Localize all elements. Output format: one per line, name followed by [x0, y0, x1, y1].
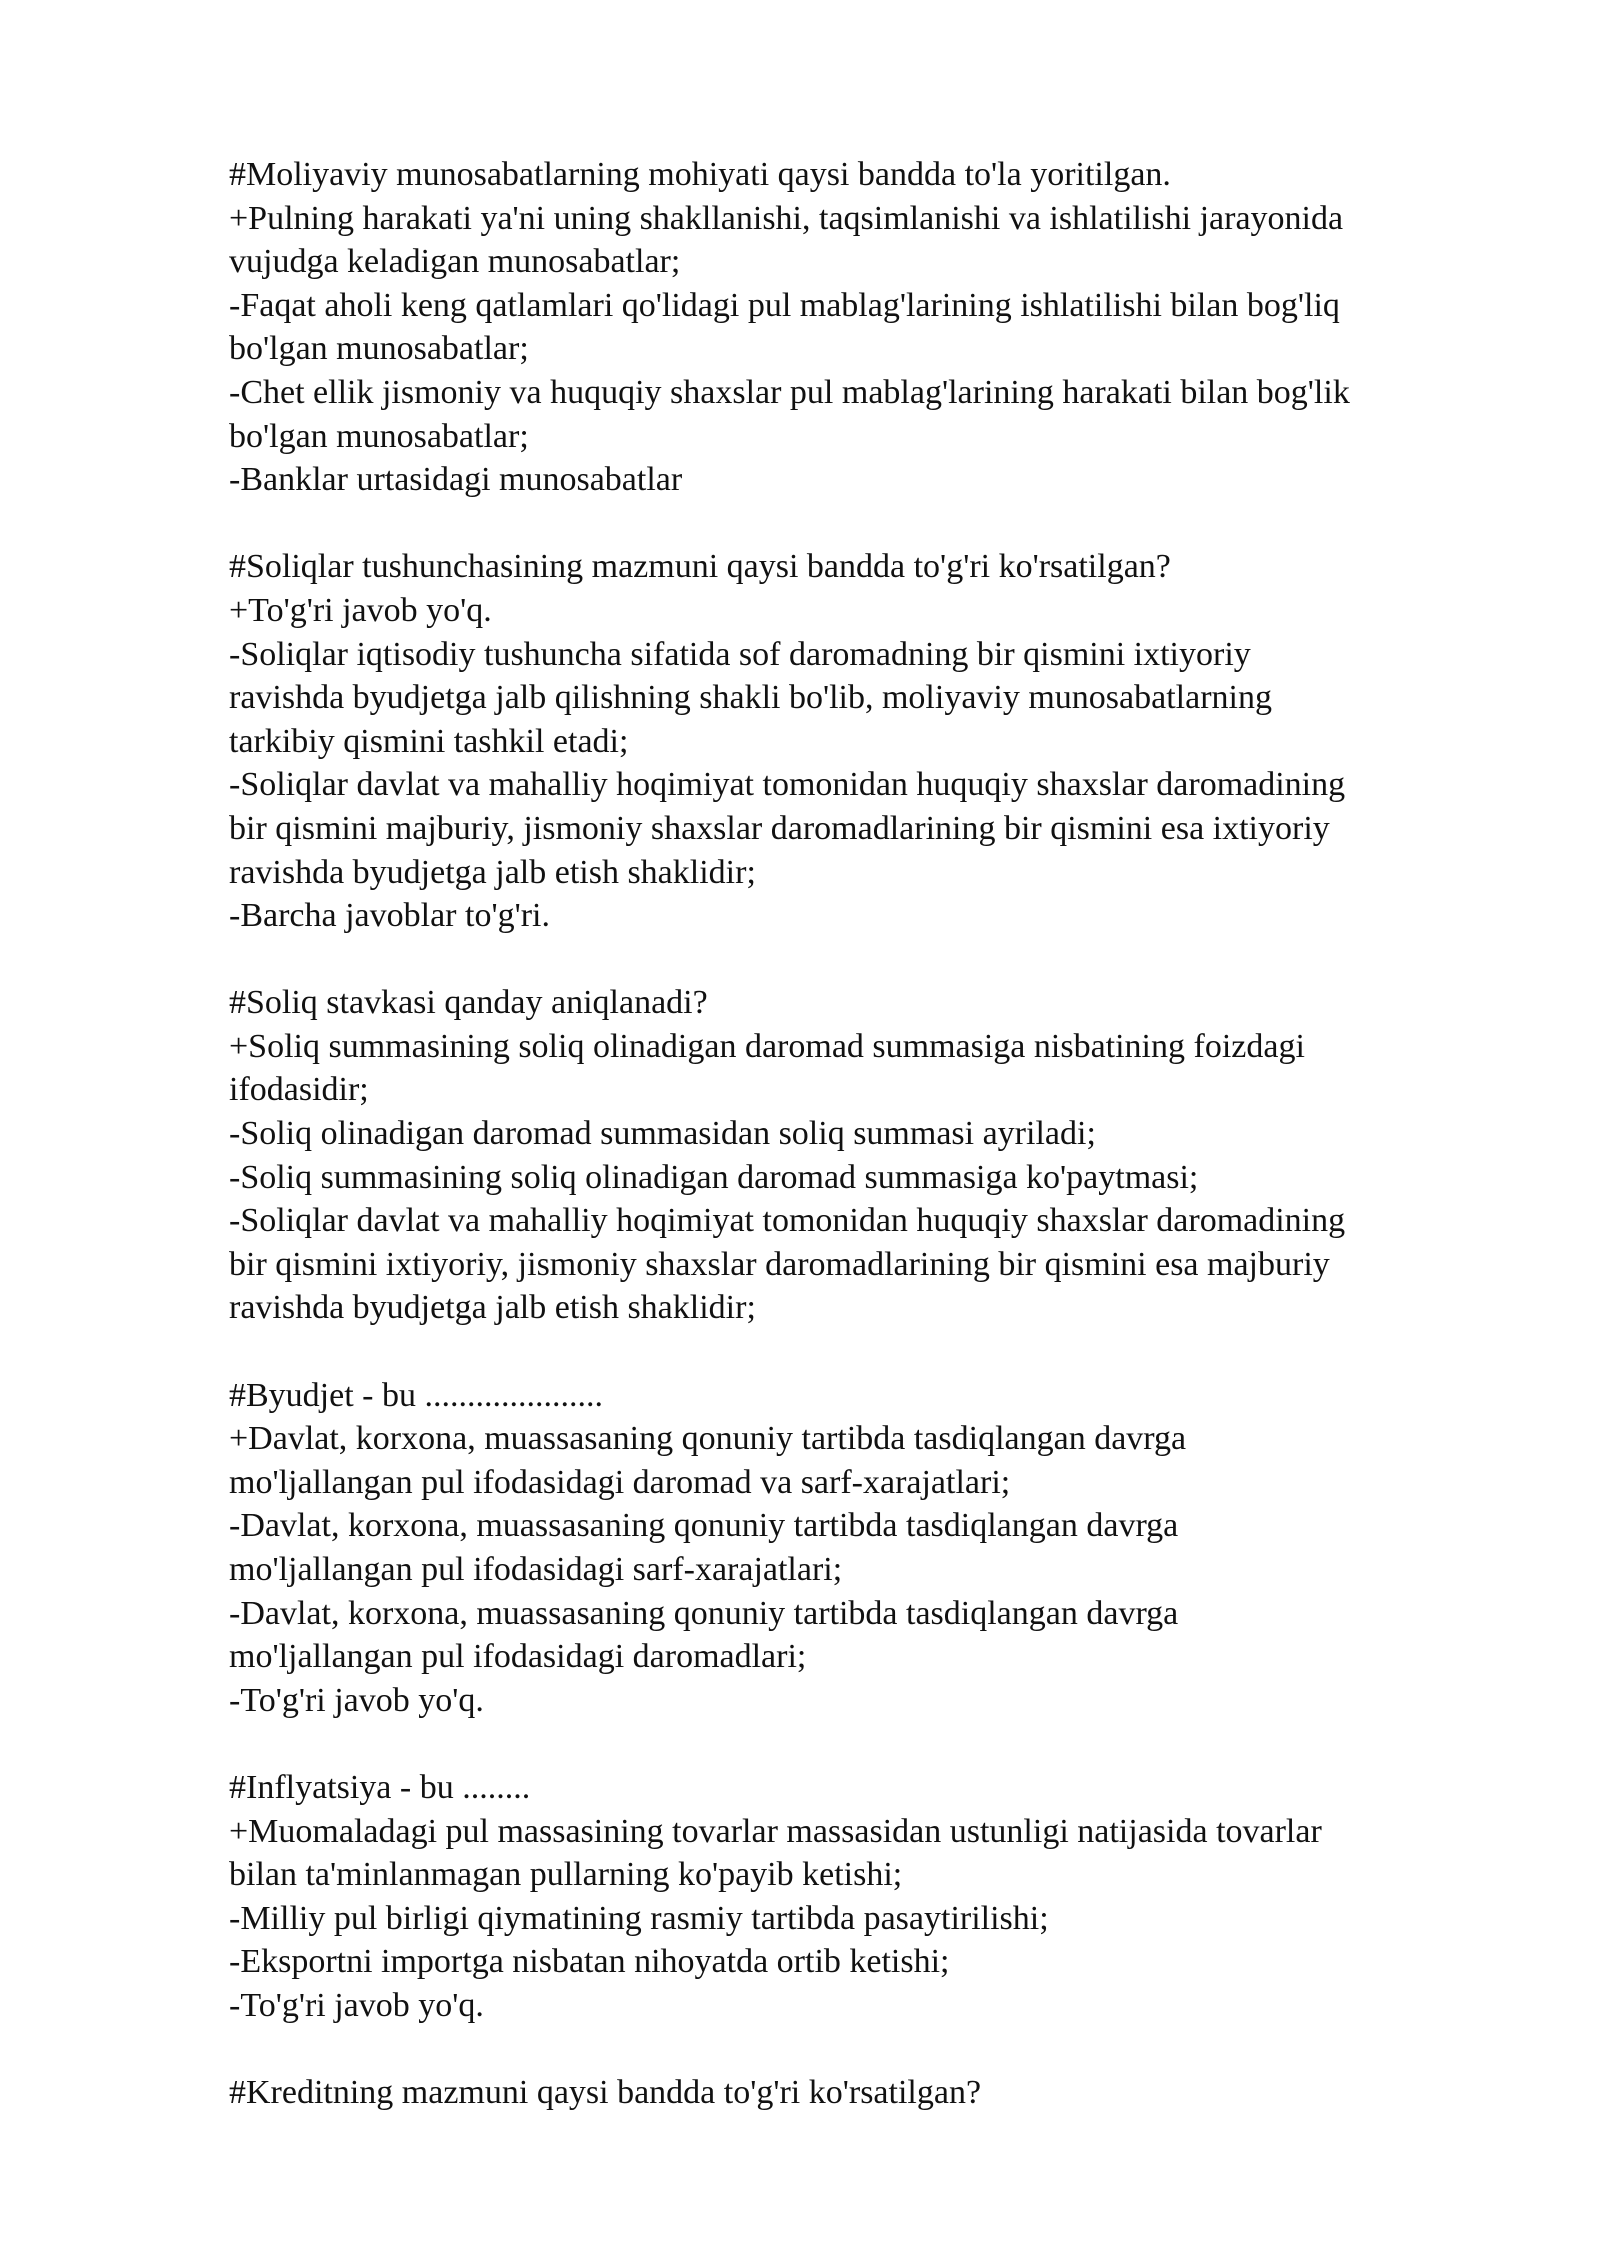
- paragraph-gap: [229, 502, 1529, 546]
- question-text: #Kreditning mazmuni qaysi bandda to'g'ri ko'rsatilgan?: [229, 2074, 982, 2112]
- answer-line: +Soliq summasining soliq olinadigan daromad summasiga nisbatining foizdagi: [229, 1027, 1305, 1065]
- answer-line: ravishda byudjetga jalb etish shaklidir;: [229, 853, 756, 891]
- answer-line: -To'g'ri javob yo'q.: [229, 1681, 484, 1719]
- paragraph-gap: [229, 938, 1529, 982]
- answer-line: +Davlat, korxona, muassasaning qonuniy tartibda tasdiqlangan davrga: [229, 1420, 1187, 1458]
- answer-line: tarkibiy qismini tashkil etadi;: [229, 722, 629, 760]
- answer-line: +Muomaladagi pul massasining tovarlar massasidan ustunligi natijasida tovarlar: [229, 1812, 1322, 1850]
- answer-line: ifodasidir;: [229, 1071, 369, 1109]
- answer-line: +To'g'ri javob yo'q.: [229, 591, 492, 629]
- answer-line: bir qismini majburiy, jismoniy shaxslar daromadlarining bir qismini esa ixtiyoriy: [229, 809, 1330, 847]
- answer-line: -Banklar urtasidagi munosabatlar: [229, 461, 683, 499]
- paragraph-gap: [229, 1722, 1529, 1766]
- answer-line: ravishda byudjetga jalb qilishning shakli bo'lib, moliyaviy munosabatlarning: [229, 679, 1272, 717]
- question-text: #Moliyaviy munosabatlarning mohiyati qaysi bandda to'la yoritilgan.: [229, 156, 1171, 193]
- answer-line: bilan ta'minlanmagan pullarning ko'payib ketishi;: [229, 1856, 903, 1894]
- answer-line: -To'g'ri javob yo'q.: [229, 1986, 484, 2024]
- answer-line: -Barcha javoblar to'g'ri.: [229, 897, 550, 935]
- answer-line: bo'lgan munosabatlar;: [229, 417, 529, 455]
- answer-line: -Eksportni importga nisbatan nihoyatda ortib ketishi;: [229, 1943, 950, 1981]
- answer-line: -Milliy pul birligi qiymatining rasmiy tartibda pasaytirilishi;: [229, 1899, 1049, 1937]
- answer-line: -Davlat, korxona, muassasaning qonuniy tartibda tasdiqlangan davrga: [229, 1507, 1179, 1545]
- question-block: [229, 1374, 1529, 1723]
- paragraph-gap: [229, 2028, 1529, 2072]
- question-text: #Inflyatsiya - bu ........: [229, 1768, 531, 1806]
- answer-line: vujudga keladigan munosabatlar;: [229, 243, 681, 281]
- answer-line: mo'ljallangan pul ifodasidagi daromad va sarf-xarajatlari;: [229, 1463, 1011, 1501]
- answer-line: -Soliq summasining soliq olinadigan daromad summasiga ko'paytmasi;: [229, 1158, 1199, 1196]
- answer-line: bo'lgan munosabatlar;: [229, 330, 529, 368]
- answer-line: +Pulning harakati ya'ni uning shakllanishi, taqsimlanishi va ishlatilishi jarayonida: [229, 199, 1344, 237]
- document-text: [229, 153, 1529, 2115]
- question-block: [229, 545, 1529, 937]
- question-text: #Byudjet - bu .....................: [229, 1376, 603, 1414]
- answer-line: -Soliqlar davlat va mahalliy hoqimiyat tomonidan huquqiy shaxslar daromadining: [229, 1202, 1346, 1240]
- question-block: [229, 2071, 1529, 2115]
- paragraph-gap: [229, 1330, 1529, 1374]
- answer-line: -Faqat aholi keng qatlamlari qo'lidagi pul mablag'larining ishlatilishi bilan bog'liq: [229, 286, 1340, 324]
- question-text: #Soliq stavkasi qanday aniqlanadi?: [229, 984, 708, 1022]
- answer-line: mo'ljallangan pul ifodasidagi sarf-xarajatlari;: [229, 1551, 843, 1588]
- question-block: [229, 153, 1529, 502]
- answer-line: -Soliqlar davlat va mahalliy hoqimiyat tomonidan huquqiy shaxslar daromadining: [229, 766, 1346, 804]
- question-block: [229, 1766, 1529, 2028]
- answer-line: -Soliq olinadigan daromad summasidan soliq summasi ayriladi;: [229, 1115, 1096, 1153]
- question-block: [229, 981, 1529, 1330]
- answer-line: mo'ljallangan pul ifodasidagi daromadlari;: [229, 1638, 807, 1676]
- answer-line: -Soliqlar iqtisodiy tushuncha sifatida sof daromadning bir qismini ixtiyoriy: [229, 635, 1251, 673]
- question-text: #Soliqlar tushunchasining mazmuni qaysi bandda to'g'ri ko'rsatilgan?: [229, 548, 1171, 586]
- answer-line: -Davlat, korxona, muassasaning qonuniy tartibda tasdiqlangan davrga: [229, 1594, 1179, 1632]
- answer-line: -Chet ellik jismoniy va huquqiy shaxslar pul mablag'larining harakati bilan bog'lik: [229, 373, 1350, 411]
- answer-line: ravishda byudjetga jalb etish shaklidir;: [229, 1289, 756, 1327]
- answer-line: bir qismini ixtiyoriy, jismoniy shaxslar daromadlarining bir qismini esa majburiy: [229, 1245, 1330, 1283]
